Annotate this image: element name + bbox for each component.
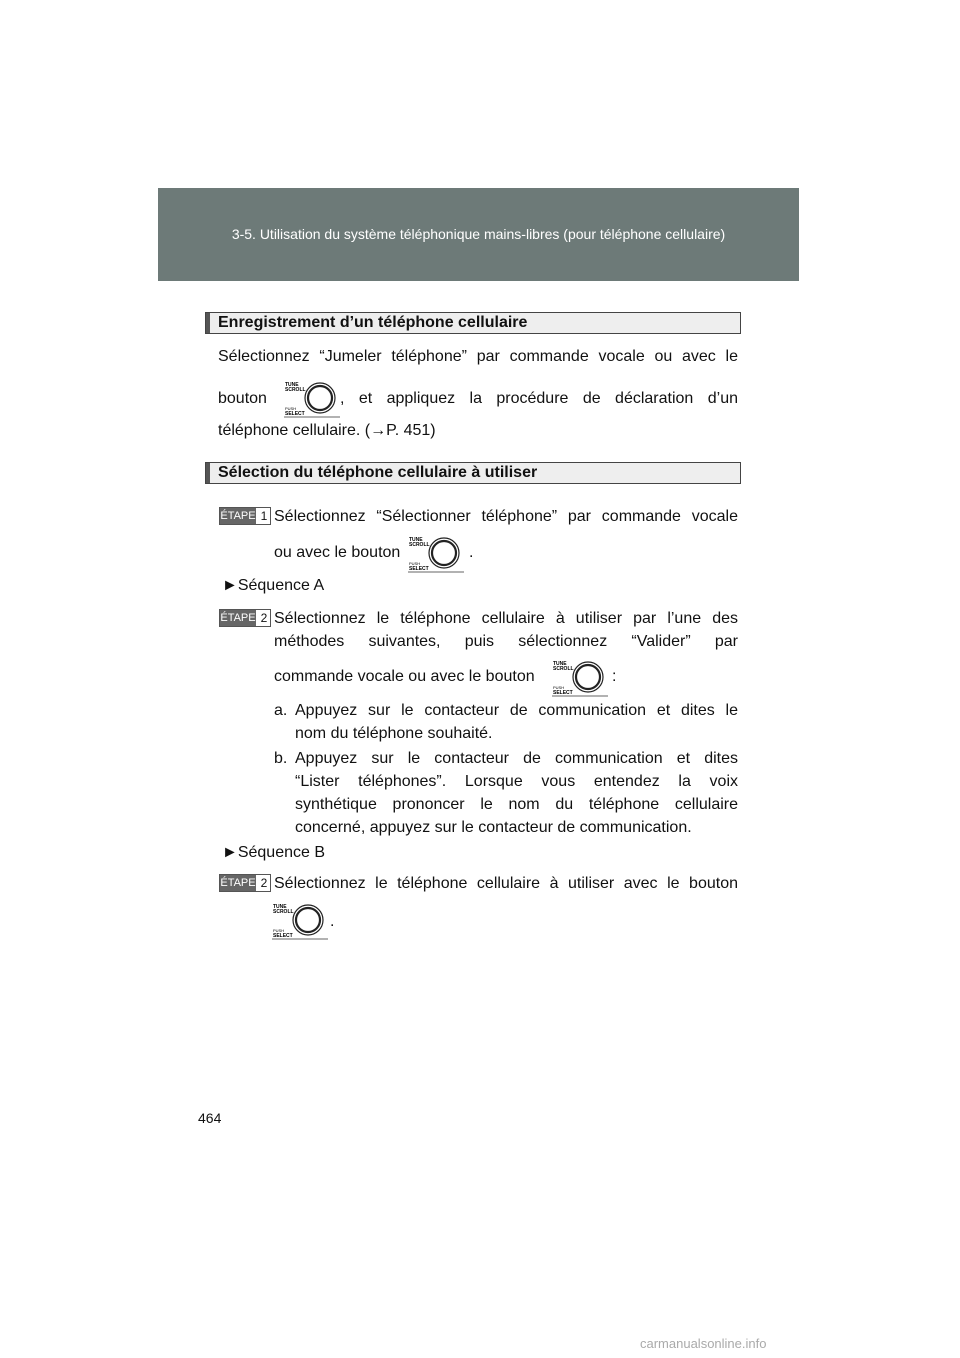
step-badge: ÉTAPE 1 xyxy=(219,507,271,525)
paragraph-line: bouton xyxy=(218,390,267,407)
list-item-line: nom du téléphone souhaité. xyxy=(295,725,493,742)
svg-text:TUNE: TUNE xyxy=(273,904,287,910)
paragraph-line: téléphone cellulaire. (→P. 451) xyxy=(218,422,436,439)
list-item-line: Appuyez sur le contacteur de communication et dites le xyxy=(295,702,738,719)
svg-text:TUNE: TUNE xyxy=(285,382,299,388)
svg-text:SCROLL: SCROLL xyxy=(273,909,294,915)
list-marker: a. xyxy=(274,702,288,719)
chapter-title: 3-5. Utilisation du système téléphonique mains-libres (pour téléphone cellulaire) xyxy=(231,226,726,242)
list-item-line: “Lister téléphones”. Lorsque vous entendez la voix xyxy=(295,773,738,790)
sequence-label: ►Séquence A xyxy=(222,577,325,594)
paragraph-line: , et appliquez la procédure de déclaration d’un xyxy=(340,390,738,407)
paragraph-line: Sélectionnez “Sélectionner téléphone” par commande vocale xyxy=(274,508,738,525)
svg-text:TUNE: TUNE xyxy=(553,661,567,667)
list-item-line: synthétique prononcer le nom du téléphone cellulaire xyxy=(295,796,738,813)
section-heading-text: Enregistrement d’un téléphone cellulaire xyxy=(218,314,528,331)
svg-text:SCROLL: SCROLL xyxy=(553,666,574,672)
svg-text:SCROLL: SCROLL xyxy=(285,387,306,393)
paragraph-line: méthodes suivantes, puis sélectionnez “Valider” par xyxy=(274,633,738,650)
paragraph-line: ou avec le bouton xyxy=(274,544,401,561)
svg-text:PUSH: PUSH xyxy=(273,928,285,933)
svg-text:SELECT: SELECT xyxy=(285,411,305,417)
list-item-line: Appuyez sur le contacteur de communication et dites xyxy=(295,750,738,767)
svg-text:PUSH: PUSH xyxy=(553,685,565,690)
paragraph-line: Sélectionnez le téléphone cellulaire à utiliser par l’une des xyxy=(274,610,738,627)
svg-text:SCROLL: SCROLL xyxy=(409,542,430,548)
section-heading-text: Sélection du téléphone cellulaire à utiliser xyxy=(218,464,538,481)
section-heading-selection xyxy=(205,462,741,484)
list-item-line: concerné, appuyez sur le contacteur de communication. xyxy=(295,819,692,836)
paragraph-line: . xyxy=(330,913,335,930)
tune-select-knob-icon xyxy=(282,378,342,418)
paragraph-line: Sélectionnez le téléphone cellulaire à utiliser avec le bouton xyxy=(274,875,738,892)
chapter-header xyxy=(158,188,799,281)
tune-select-knob-icon xyxy=(270,900,330,940)
paragraph-line: commande vocale ou avec le bouton xyxy=(274,668,535,685)
section-heading-registration xyxy=(205,312,741,334)
svg-text:SELECT: SELECT xyxy=(409,566,429,572)
svg-text:PUSH: PUSH xyxy=(285,406,297,411)
step-badge: ÉTAPE 2 xyxy=(219,874,271,892)
page-number: 464 xyxy=(198,1110,222,1126)
svg-text:PUSH: PUSH xyxy=(409,561,421,566)
paragraph-line: . xyxy=(469,544,474,561)
svg-text:SELECT: SELECT xyxy=(553,690,573,696)
svg-text:SELECT: SELECT xyxy=(273,933,293,939)
svg-text:TUNE: TUNE xyxy=(409,537,423,543)
paragraph-line: : xyxy=(612,668,617,685)
step-badge: ÉTAPE 2 xyxy=(219,609,271,627)
sequence-label: ►Séquence B xyxy=(222,844,326,861)
tune-select-knob-icon xyxy=(550,657,610,697)
list-marker: b. xyxy=(274,750,288,767)
watermark: carmanualsonline.info xyxy=(640,1336,767,1351)
paragraph-line: Sélectionnez “Jumeler téléphone” par commande vocale ou avec le xyxy=(218,348,738,365)
tune-select-knob-icon xyxy=(406,533,466,573)
